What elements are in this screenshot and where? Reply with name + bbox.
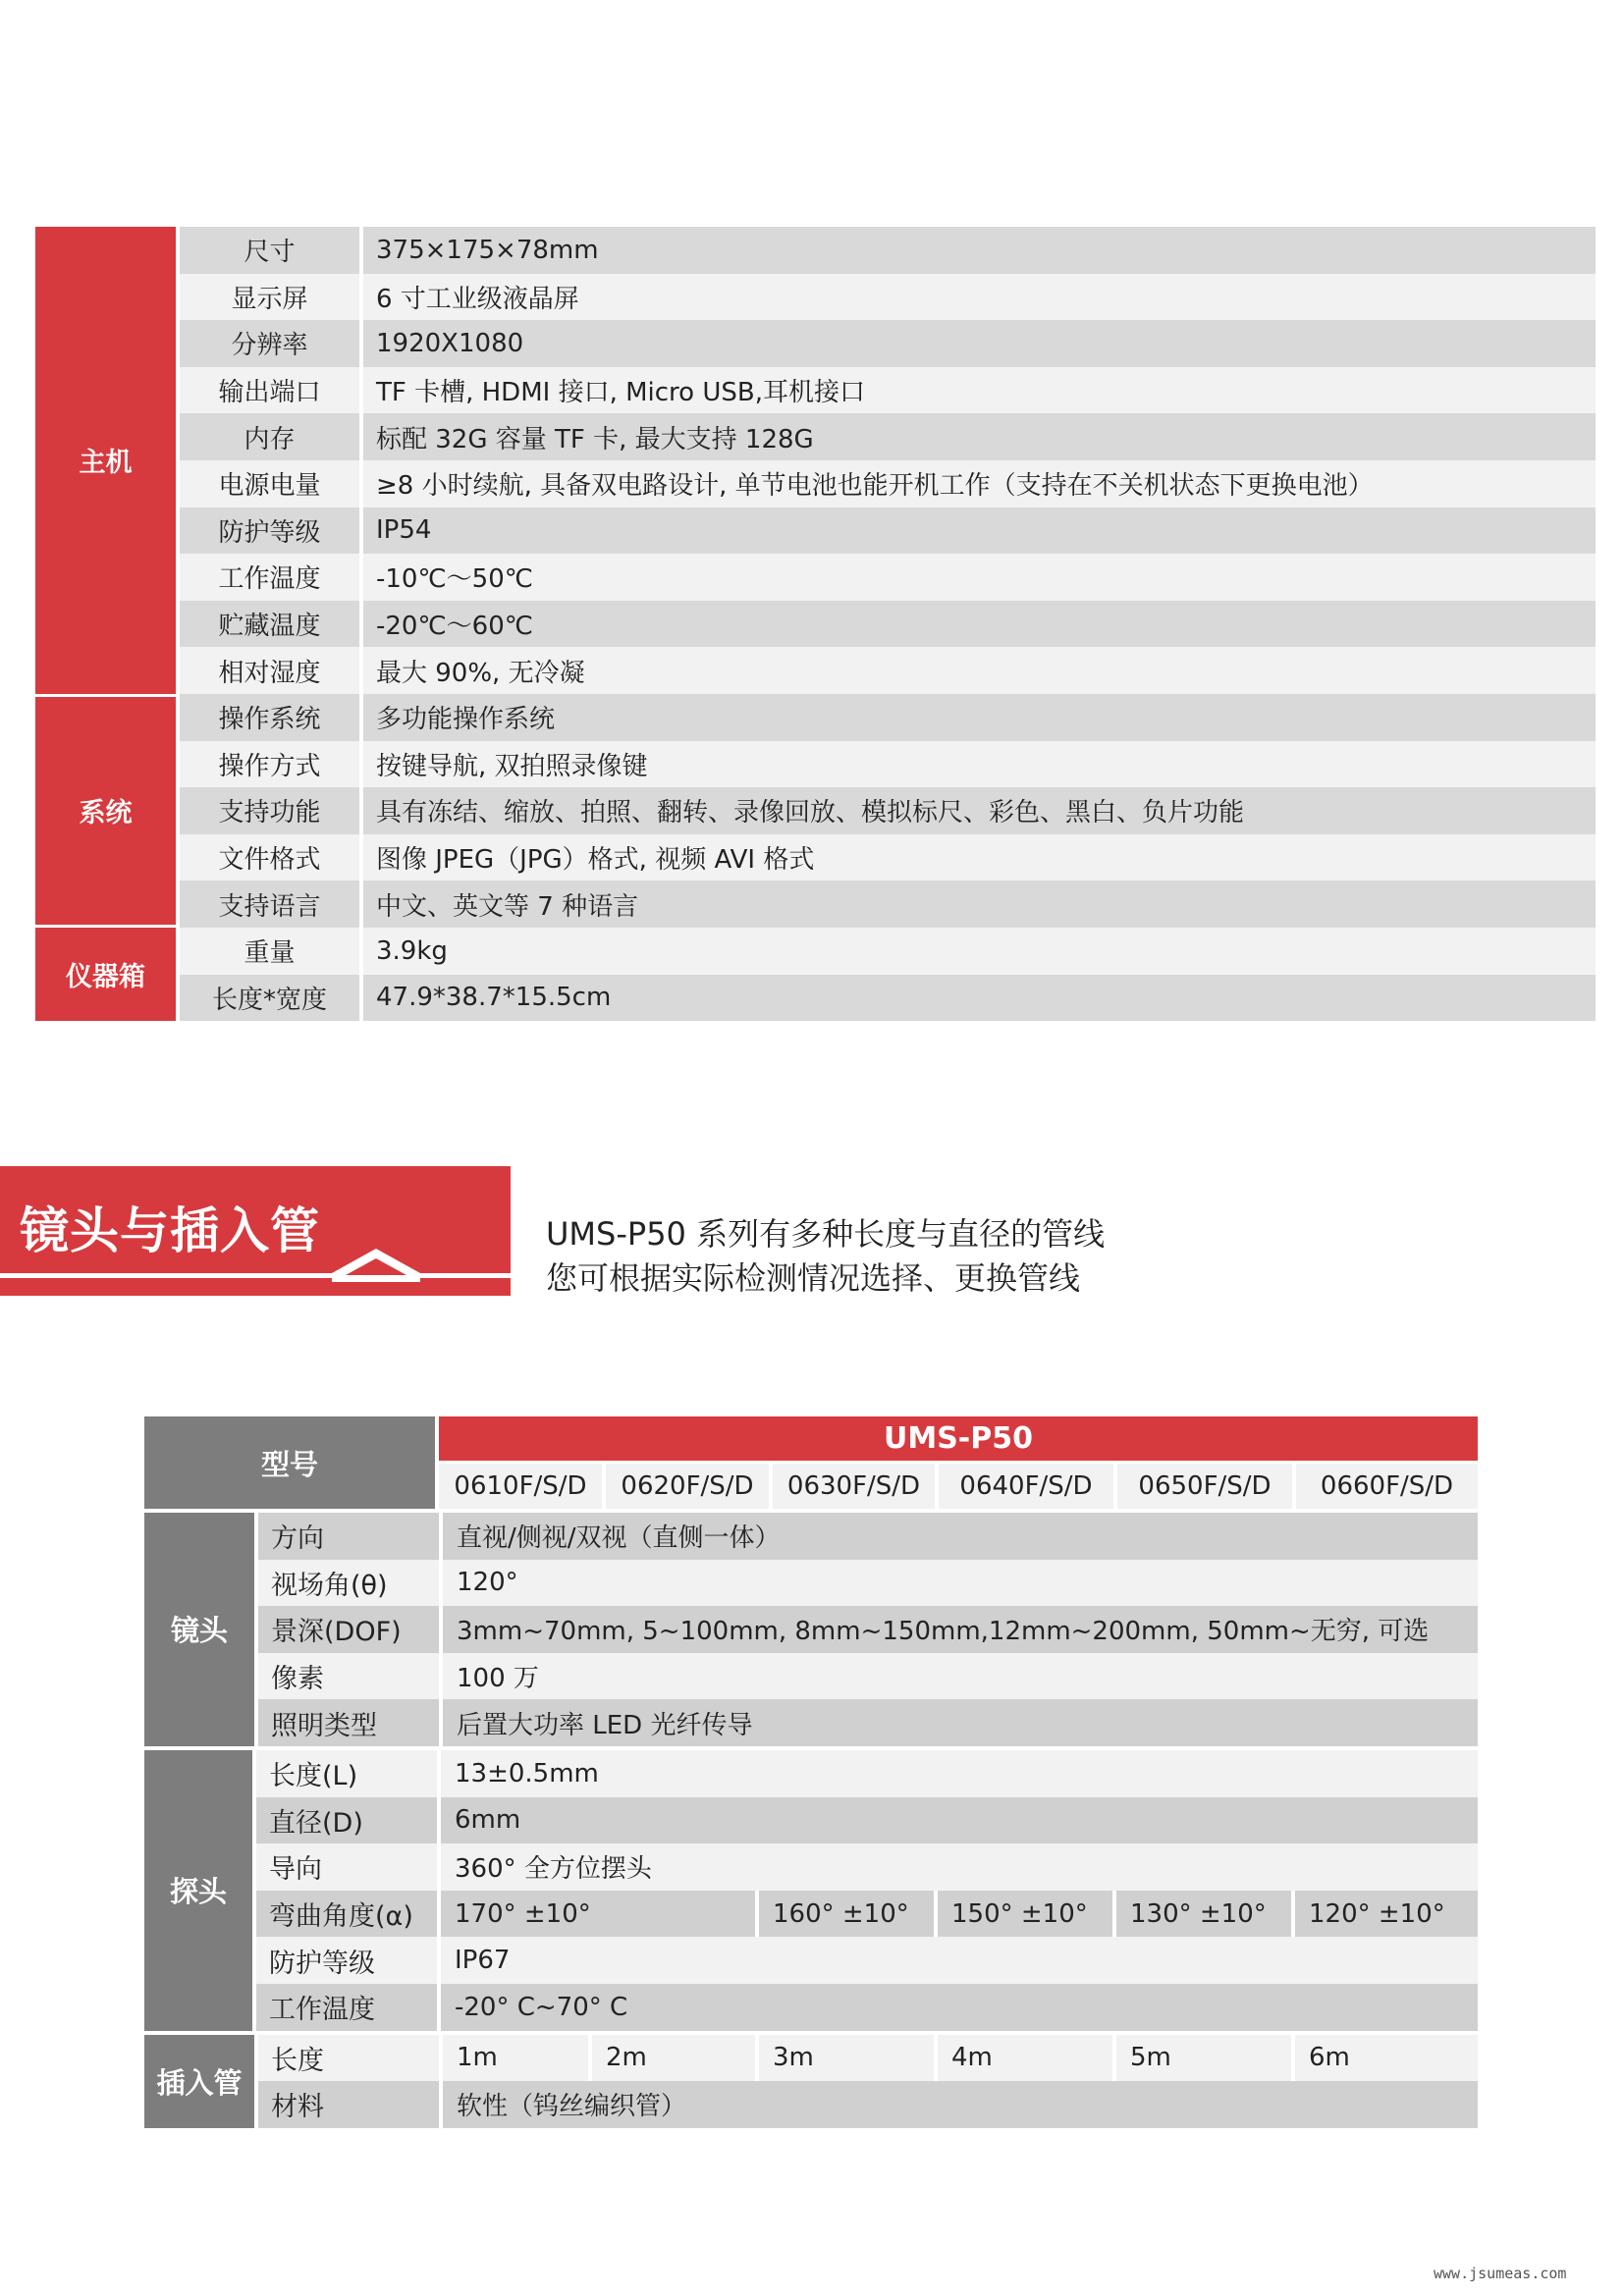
row-value: 标配 32G 容量 TF 卡, 最大支持 128G xyxy=(363,413,1596,460)
group-system xyxy=(35,694,1596,928)
model-cell: 0660F/S/D xyxy=(1296,1464,1478,1509)
row-key: 长度*宽度 xyxy=(180,975,359,1022)
length-cell: 6m xyxy=(1295,2035,1478,2082)
length-cell: 3m xyxy=(759,2035,934,2082)
row-value: -20° C~70° C xyxy=(441,1984,1478,2031)
row-value: 375×175×78mm xyxy=(363,227,1596,274)
row-key: 支持功能 xyxy=(180,787,359,834)
model-cell: 0610F/S/D xyxy=(439,1464,602,1509)
row-key: 导向 xyxy=(256,1843,437,1891)
table-row xyxy=(256,1797,1478,1844)
row-key: 弯曲角度(α) xyxy=(256,1891,437,1938)
row-value: IP67 xyxy=(441,1937,1478,1984)
table-row xyxy=(180,601,1596,648)
row-value: 多功能操作系统 xyxy=(363,694,1596,741)
row-value: 后置大功率 LED 光纤传导 xyxy=(443,1699,1478,1746)
table-row xyxy=(180,694,1596,741)
row-value: 3.9kg xyxy=(363,928,1596,975)
section-header xyxy=(0,1166,511,1296)
group-label: 主机 xyxy=(35,227,176,694)
header-stripe xyxy=(0,1278,511,1296)
length-cell: 5m xyxy=(1116,2035,1291,2082)
row-value: 图像 JPEG（JPG）格式, 视频 AVI 格式 xyxy=(363,834,1596,881)
table-row xyxy=(180,320,1596,367)
table-row xyxy=(258,2035,1478,2082)
group-probe xyxy=(144,1750,1478,2031)
table-row xyxy=(258,1699,1478,1746)
host-spec-table xyxy=(35,227,1596,1021)
row-value: 100 万 xyxy=(443,1653,1478,1700)
length-cell: 1m xyxy=(443,2035,588,2082)
table-row xyxy=(256,1750,1478,1797)
row-value: ≥8 小时续航, 具备双电路设计, 单节电池也能开机工作（支持在不关机状态下更换电池） xyxy=(363,460,1596,507)
row-key: 文件格式 xyxy=(180,834,359,881)
row-key: 像素 xyxy=(258,1653,439,1700)
row-key: 防护等级 xyxy=(180,507,359,555)
group-label: 系统 xyxy=(35,694,176,928)
table-row xyxy=(180,928,1596,975)
section-description xyxy=(546,1212,1105,1301)
table-row xyxy=(180,413,1596,460)
table-row xyxy=(258,2081,1478,2128)
group-host xyxy=(35,227,1596,694)
section-title: 镜头与插入管 xyxy=(20,1202,320,1259)
row-value: TF 卡槽, HDMI 接口, Micro USB,耳机接口 xyxy=(363,367,1596,414)
row-value: 6 寸工业级液晶屏 xyxy=(363,274,1596,321)
bend-angle-cell: 150° ±10° xyxy=(938,1891,1112,1938)
group-case xyxy=(35,928,1596,1021)
bend-angle-cell: 130° ±10° xyxy=(1116,1891,1291,1938)
header-notch-icon xyxy=(332,1243,420,1282)
row-value: 软性（钨丝编织管） xyxy=(443,2081,1478,2128)
table-row xyxy=(180,787,1596,834)
table-row xyxy=(180,834,1596,881)
footer-url: www.jsumeas.com xyxy=(1434,2265,1567,2282)
row-key: 电源电量 xyxy=(180,460,359,507)
row-value: 120° xyxy=(443,1560,1478,1607)
table-row xyxy=(256,1843,1478,1891)
row-key: 长度(L) xyxy=(256,1750,437,1797)
row-value: 按键导航, 双拍照录像键 xyxy=(363,741,1596,788)
lens-probe-spec-table xyxy=(144,1416,1478,2128)
row-key: 内存 xyxy=(180,413,359,460)
row-key: 景深(DOF) xyxy=(258,1606,439,1653)
model-cell: 0620F/S/D xyxy=(606,1464,769,1509)
bend-angle-cell: 160° ±10° xyxy=(759,1891,934,1938)
row-key: 重量 xyxy=(180,928,359,975)
table-row xyxy=(180,507,1596,555)
group-label: 插入管 xyxy=(144,2035,254,2128)
model-cell: 0650F/S/D xyxy=(1117,1464,1292,1509)
bend-angle-cell: 170° ±10° xyxy=(441,1891,755,1938)
length-cell: 4m xyxy=(938,2035,1112,2082)
row-value: 13±0.5mm xyxy=(441,1750,1478,1797)
row-key: 防护等级 xyxy=(256,1937,437,1984)
table-row xyxy=(180,741,1596,788)
table-row xyxy=(180,647,1596,694)
row-key: 方向 xyxy=(258,1513,439,1560)
row-value: -20℃～60℃ xyxy=(363,601,1596,648)
row-key: 相对湿度 xyxy=(180,647,359,694)
row-key: 照明类型 xyxy=(258,1699,439,1746)
table-row xyxy=(258,1513,1478,1560)
row-key: 直径(D) xyxy=(256,1797,437,1844)
group-label: 探头 xyxy=(144,1750,252,2031)
row-value: 3mm~70mm, 5~100mm, 8mm~150mm,12mm~200mm, 50mm~无穷, 可选 xyxy=(443,1606,1478,1653)
table-row xyxy=(180,227,1596,274)
row-key: 分辨率 xyxy=(180,320,359,367)
table-row xyxy=(180,881,1596,928)
row-value: -10℃～50℃ xyxy=(363,554,1596,601)
table-row xyxy=(180,554,1596,601)
row-value: 具有冻结、缩放、拍照、翻转、录像回放、模拟标尺、彩色、黑白、负片功能 xyxy=(363,787,1596,834)
row-value: 360° 全方位摆头 xyxy=(441,1843,1478,1891)
model-label: 型号 xyxy=(144,1416,435,1509)
table-row xyxy=(180,274,1596,321)
row-value: 直视/侧视/双视（直侧一体） xyxy=(443,1513,1478,1560)
table-row xyxy=(258,1653,1478,1700)
model-cell: 0630F/S/D xyxy=(773,1464,935,1509)
desc-line-1: UMS-P50 系列有多种长度与直径的管线 xyxy=(546,1215,1106,1253)
group-insertion-tube xyxy=(144,2035,1478,2128)
table-row xyxy=(256,1891,1478,1938)
group-lens xyxy=(144,1513,1478,1746)
bend-angle-cell: 120° ±10° xyxy=(1295,1891,1478,1938)
row-value: 中文、英文等 7 种语言 xyxy=(363,881,1596,928)
model-header xyxy=(144,1416,1478,1509)
row-key: 贮藏温度 xyxy=(180,601,359,648)
row-value: 1920X1080 xyxy=(363,320,1596,367)
length-cell: 2m xyxy=(592,2035,755,2082)
group-label: 镜头 xyxy=(144,1513,254,1746)
row-key: 长度 xyxy=(258,2035,439,2082)
table-row xyxy=(258,1606,1478,1653)
table-row xyxy=(180,460,1596,507)
row-key: 操作方式 xyxy=(180,741,359,788)
model-title: UMS-P50 xyxy=(439,1416,1478,1461)
table-row xyxy=(180,367,1596,414)
row-value: IP54 xyxy=(363,507,1596,555)
row-key: 材料 xyxy=(258,2081,439,2128)
row-value: 6mm xyxy=(441,1797,1478,1844)
group-label: 仪器箱 xyxy=(35,928,176,1021)
table-row xyxy=(256,1937,1478,1984)
table-row xyxy=(256,1984,1478,2031)
row-key: 尺寸 xyxy=(180,227,359,274)
row-key: 工作温度 xyxy=(256,1984,437,2031)
row-value: 47.9*38.7*15.5cm xyxy=(363,975,1596,1022)
row-key: 视场角(θ) xyxy=(258,1560,439,1607)
row-key: 操作系统 xyxy=(180,694,359,741)
row-key: 工作温度 xyxy=(180,554,359,601)
row-value: 最大 90%, 无冷凝 xyxy=(363,647,1596,694)
row-key: 支持语言 xyxy=(180,881,359,928)
desc-line-2: 您可根据实际检测情况选择、更换管线 xyxy=(546,1259,1081,1297)
row-key: 输出端口 xyxy=(180,367,359,414)
table-row xyxy=(258,1560,1478,1607)
model-cell: 0640F/S/D xyxy=(939,1464,1113,1509)
row-key: 显示屏 xyxy=(180,274,359,321)
table-row xyxy=(180,975,1596,1022)
